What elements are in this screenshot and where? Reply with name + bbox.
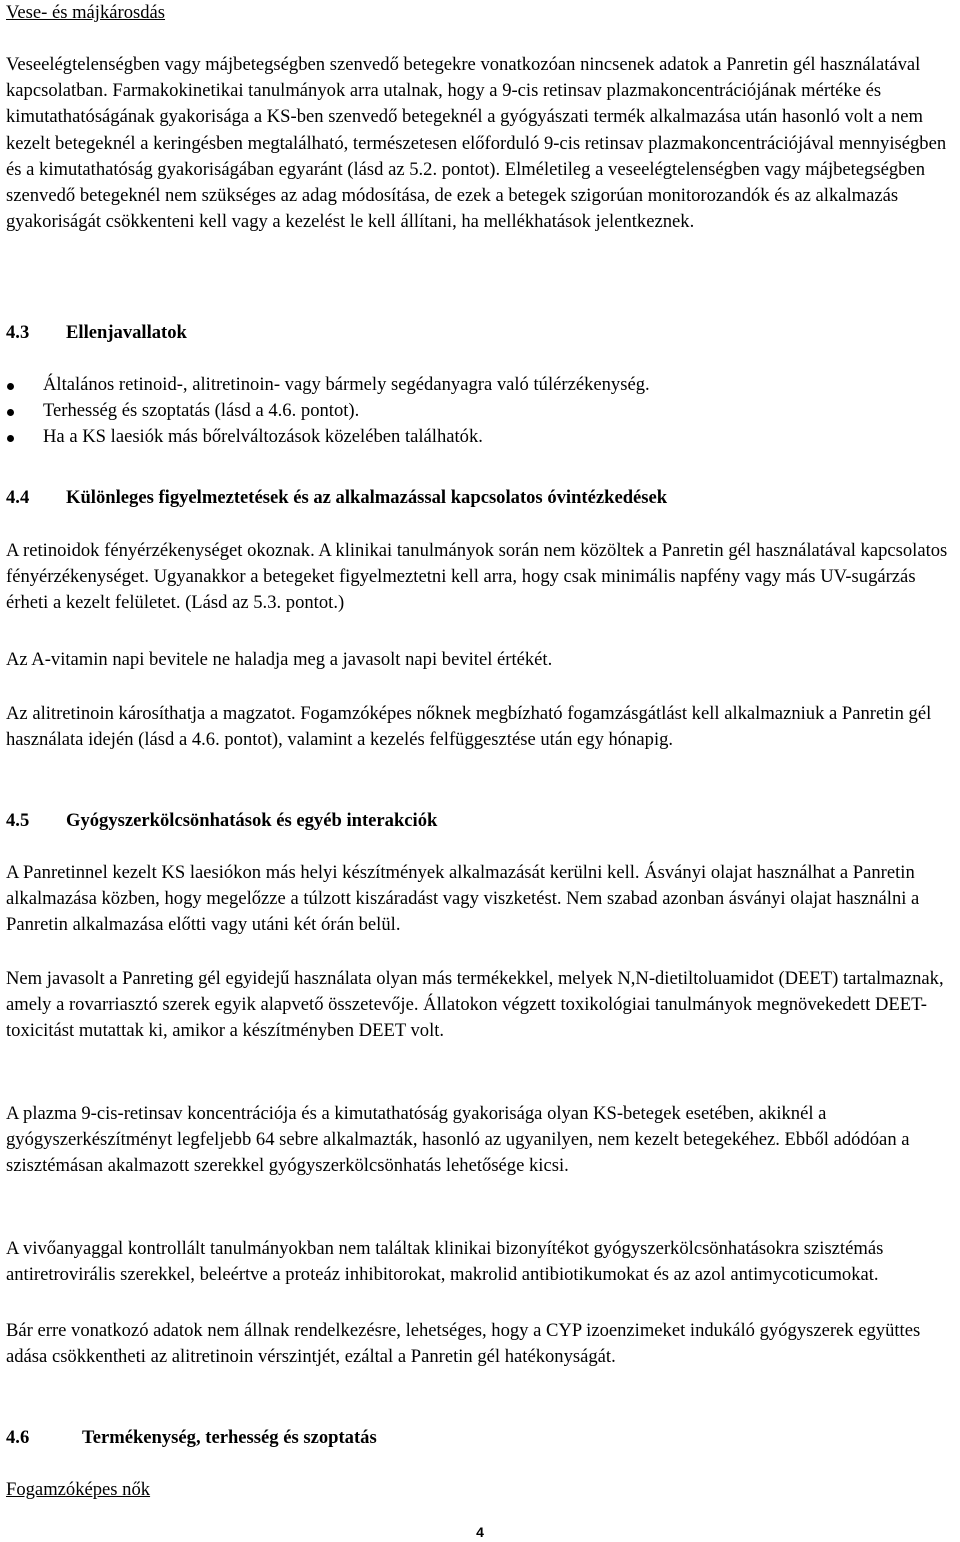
bullet-icon (7, 383, 14, 390)
heading-number: 4.6 (6, 1427, 30, 1448)
paragraph: Az A-vitamin napi bevitele ne haladja meg a javasolt napi bevitel értékét. (6, 649, 553, 670)
paragraph: Bár erre vonatkozó adatok nem állnak rendelkezésre, lehetséges, hogy a CYP izoenzimeket indukáló gyógyszerek együttes adása csökkentheti az alitretinoin vérszintjét, ezáltal a Panretin gél hatékonyságát. (6, 1320, 921, 1368)
page-number: 4 (476, 1524, 484, 1540)
paragraph: Az alitretinoin károsíthatja a magzatot. Fogamzóképes nőknek megbízható fogamzásgátlást kell alkalmazniuk a Panretin gél használata idején (lásd a 4.6. pontot), valamint a kezelés felfüggesztése után egy hónapig. (6, 703, 932, 751)
paragraph: A plazma 9-cis-retinsav koncentrációja és a kimutathatóság gyakorisága olyan KS-betegek esetében, akiknél a gyógyszerkészítményt legfeljebb 64 sebre alkalmazták, hasonló az ugyanilyen, nem kezelt betegekéhez. Ebből adódóan a szisztémásan akalmazott szerekkel gyógyszerkölcsönhatás lehetősége kicsi. (6, 1103, 910, 1177)
paragraph-kidney-liver: Veseelégtelenségben vagy májbetegségben szenvedő betegekre vonatkozóan nincsenek adatok a Panretin gél használatával kapcsolatban. Farmakokinetikai tanulmányok arra utalnak, hogy a 9-cis retinsav plazmakoncentrációjának mértéke és kimutathatóságának gyakorisága a KS-ben szenvedő betegeknél a gyógyászati termék alkalmazása után hasonló volt a nem kezelt betegeknél a keringésben megtalálható, természetesen előforduló 9-cis retinsav plazmakoncentrációjával mennyiségben és a kimutathatóság gyakoriságában egyaránt (lásd az 5.2. pontot). Elméletileg a veseelégtelenségben vagy májbetegségben szenvedő betegeknél nem szükséges az adag módosítása, de ezek a betegek szigorúan monitorozandók és az alkalmazás gyakoriságát csökkenteni kell vagy a kezelést le kell állítani, ha mellékhatások jelentkeznek. (6, 54, 947, 233)
contraindication-list (6, 372, 956, 451)
heading-title: Ellenjavallatok (66, 322, 187, 343)
paragraph: Nem javasolt a Panreting gél egyidejű használata olyan más termékekkel, melyek N,N-dietiltoluamidot (DEET) tartalmaznak, amely a rovarriasztó szerek egyik alapvető összetevője. Állatokon végzett toxikológiai tanulmányok megnövekedett DEET-toxicitást mutattak ki, amikor a készítményben DEET volt. (6, 968, 944, 1042)
heading-title: Gyógyszerkölcsönhatások és egyéb interakciók (66, 810, 438, 831)
paragraph: A vivőanyaggal kontrollált tanulmányokban nem találtak klinikai bizonyítékot gyógyszerkölcsönhatásokra szisztémás antiretrovirális szerekkel, beleértve a proteáz inhibitorokat, makrolid antibiotikumokat és az azol antimycoticumokat. (6, 1238, 884, 1286)
heading-4-3 (6, 320, 187, 346)
section-title-kidney-liver: Vese- és májkárosdás (6, 2, 166, 23)
heading-number: 4.3 (6, 322, 30, 343)
heading-4-5 (6, 808, 437, 834)
subheading-fertile-women: Fogamzóképes nők (6, 1479, 151, 1500)
heading-number: 4.4 (6, 487, 30, 508)
list-item-text: Terhesség és szoptatás (lásd a 4.6. pontot). (43, 400, 360, 422)
heading-title: Különleges figyelmeztetések és az alkalmazással kapcsolatos óvintézkedések (66, 487, 668, 508)
paragraph: A Panretinnel kezelt KS laesiókon más helyi készítmények alkalmazását kerülni kell. Ásványi olajat használhat a Panretin alkalmazása közben, hogy megelőzze a túlzott kiszáradást vagy viszketést. Nem szabad azonban ásványi olajat használni a Panretin alkalmazása előtti vagy utáni két órán belül. (6, 862, 920, 936)
list-item-text: Általános retinoid-, alitretinoin- vagy bármely segédanyagra való túlérzékenység. (43, 374, 650, 395)
heading-title: Termékenység, terhesség és szoptatás (82, 1427, 377, 1448)
list-item (6, 424, 956, 450)
paragraph: A retinoidok fényérzékenységet okoznak. A klinikai tanulmányok során nem közöltek a Panretin gél használatával kapcsolatos fényérzékenységet. Ugyanakkor a betegeket figyelmeztetni kell arra, hogy csak minimális napfény vagy más UV-sugárzás érheti a kezelt felületet. (Lásd az 5.3. pontot.) (6, 540, 948, 614)
list-item (6, 372, 956, 398)
heading-number: 4.5 (6, 810, 30, 831)
heading-4-6 (6, 1425, 377, 1451)
bullet-icon (7, 409, 14, 416)
list-item-text: Ha a KS laesiók más bőrelváltozások közelében találhatók. (43, 426, 483, 448)
bullet-icon (7, 435, 14, 442)
list-item (6, 398, 956, 424)
heading-4-4 (6, 485, 667, 511)
